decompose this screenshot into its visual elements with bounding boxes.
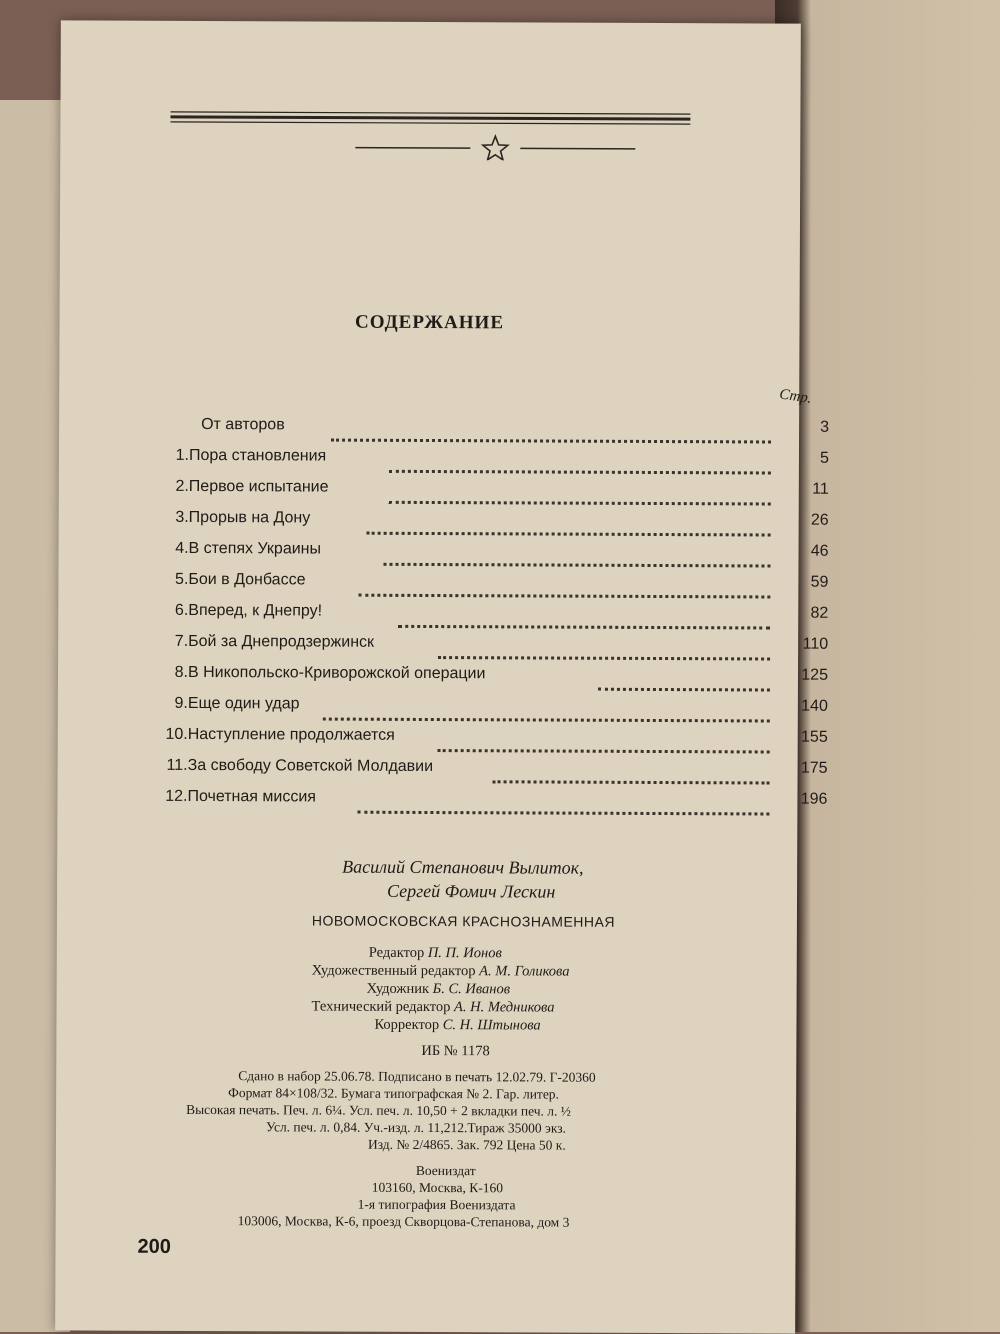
print-info-line: Высокая печать. Печ. л. 6¼. Усл. печ. л. 10,50 + 2 вкладки печ. л. ½ — [186, 1101, 571, 1119]
toc-entry-number: 10. — [165, 725, 188, 743]
staff-name: Б. С. Иванов — [432, 981, 511, 998]
dot-leader — [389, 448, 771, 475]
toc-entry-page: 155 — [801, 728, 828, 746]
toc-entry-title: Пора становления — [188, 446, 327, 465]
toc-entry-page: 140 — [801, 697, 828, 715]
publisher-line: 1-я типография Воениздата — [357, 1196, 516, 1213]
toc-entry-title: В Никопольско-Криворожской операции — [187, 663, 486, 683]
staff-name: А. Н. Медникова — [453, 999, 555, 1016]
toc-entry-number: 7. — [174, 632, 189, 650]
staff-name: С. Н. Штынова — [442, 1017, 541, 1034]
publisher-line: 103160, Москва, К-160 — [371, 1179, 504, 1196]
dot-leader — [493, 758, 770, 784]
print-info-line: Усл. печ. л. 0,84. Уч.-изд. л. 11,212.Тираж 35000 экз. — [266, 1119, 566, 1136]
toc-entry-page: 82 — [810, 604, 829, 622]
toc-row — [58, 756, 828, 789]
dot-leader — [389, 479, 771, 506]
toc-entry-number: 4. — [175, 539, 189, 557]
toc-entry-title: Вперед, к Днепру! — [188, 601, 323, 620]
toc-row — [58, 694, 828, 727]
toc-row — [59, 446, 829, 479]
dot-leader — [398, 603, 770, 630]
page-number: 200 — [137, 1235, 171, 1258]
toc-entry-page: 125 — [801, 666, 829, 684]
toc-entry-page: 59 — [810, 573, 829, 591]
staff-line — [367, 981, 510, 999]
staff-line — [312, 962, 570, 980]
toc-entry-number: 6. — [174, 601, 189, 619]
toc-row — [59, 508, 829, 541]
staff-role: Редактор — [368, 944, 425, 961]
staff-role: Художник — [366, 980, 430, 998]
dot-leader — [438, 634, 770, 660]
toc-entry-title: Еще один удар — [187, 694, 300, 713]
star-ornament-icon — [170, 109, 690, 161]
toc-row — [58, 601, 828, 634]
toc-entry-page: 175 — [800, 759, 828, 777]
toc-entry-page: 3 — [820, 418, 830, 436]
toc-entry-title: От авторов — [201, 416, 285, 434]
toc-entry-title: В степях Украины — [188, 539, 322, 558]
toc-entry-page: 196 — [800, 790, 828, 808]
toc-entry-number: 12. — [165, 787, 188, 805]
print-info-line: Формат 84×108/32. Бумага типографская № 2. Гар. литер. — [228, 1085, 559, 1102]
book-title: НОВОМОСКОВСКАЯ КРАСНОЗНАМЕННАЯ — [311, 912, 616, 930]
toc-entry-page: 5 — [820, 449, 829, 467]
toc-entry-page: 11 — [812, 480, 829, 498]
staff-role: Корректор — [374, 1016, 440, 1034]
staff-role: Технический редактор — [311, 998, 451, 1016]
toc-entry-number: 8. — [174, 663, 189, 681]
toc-entry-title: Бой за Днепродзержинск — [188, 632, 375, 651]
toc-entry-number: 2. — [175, 477, 189, 495]
toc-row — [57, 787, 827, 820]
staff-role: Художественный редактор — [311, 962, 476, 980]
author-name: Василий Степанович Вылиток, — [342, 856, 584, 878]
toc-entry-title: Наступление продолжается — [187, 725, 395, 744]
page-column-label: Стр. — [778, 386, 813, 407]
print-info-line: Изд. № 2/4865. Зак. 792 Цена 50 к. — [367, 1136, 566, 1153]
toc-row — [58, 539, 828, 572]
publisher-line: 103006, Москва, К-6, проезд Скворцова-Степанова, дом 3 — [237, 1213, 570, 1230]
page-title: СОДЕРЖАНИЕ — [355, 311, 505, 334]
toc-row — [58, 632, 828, 665]
toc-row — [58, 663, 828, 696]
staff-name: П. П. Ионов — [427, 945, 502, 962]
table-of-contents — [59, 415, 830, 808]
dot-leader — [331, 417, 771, 444]
colophon — [57, 855, 797, 1230]
dot-leader — [383, 541, 770, 568]
toc-entry-title: Прорыв на Дону — [188, 508, 311, 527]
staff-line — [374, 1017, 540, 1035]
toc-row — [58, 725, 828, 758]
author-name: Сергей Фомич Лескин — [387, 880, 556, 902]
toc-entry-number: 3. — [175, 508, 189, 526]
toc-entry-title: За свободу Советской Молдавии — [187, 756, 434, 776]
toc-entry-page: 46 — [810, 542, 829, 560]
toc-entry-title: Почетная миссия — [187, 787, 316, 806]
staff-line — [369, 945, 502, 963]
toc-row — [59, 477, 829, 510]
dot-leader — [367, 510, 771, 537]
staff-name: А. М. Голикова — [479, 963, 570, 980]
ib-number: ИБ № 1178 — [421, 1042, 490, 1060]
toc-entry-number: 1. — [175, 446, 190, 464]
dot-leader — [598, 666, 770, 692]
toc-entry-page: 110 — [802, 635, 829, 653]
dot-leader — [438, 727, 770, 753]
dot-leader — [323, 696, 770, 723]
print-info-line: Сдано в набор 25.06.78. Подписано в печать 12.02.79. Г-20360 — [238, 1068, 596, 1085]
toc-entry-number: 9. — [174, 694, 188, 712]
dot-leader — [358, 572, 770, 599]
book-page — [55, 20, 830, 1333]
toc-entry-page: 26 — [810, 511, 829, 529]
toc-row — [59, 415, 829, 448]
publisher-line: Воениздат — [415, 1162, 476, 1179]
dot-leader — [357, 789, 769, 816]
toc-entry-title: Первое испытание — [188, 477, 329, 496]
staff-line — [312, 998, 555, 1016]
toc-entry-title: Бои в Донбассе — [188, 570, 306, 589]
toc-entry-number: 5. — [175, 570, 189, 588]
toc-entry-number: 11. — [166, 756, 188, 774]
toc-row — [58, 570, 828, 603]
